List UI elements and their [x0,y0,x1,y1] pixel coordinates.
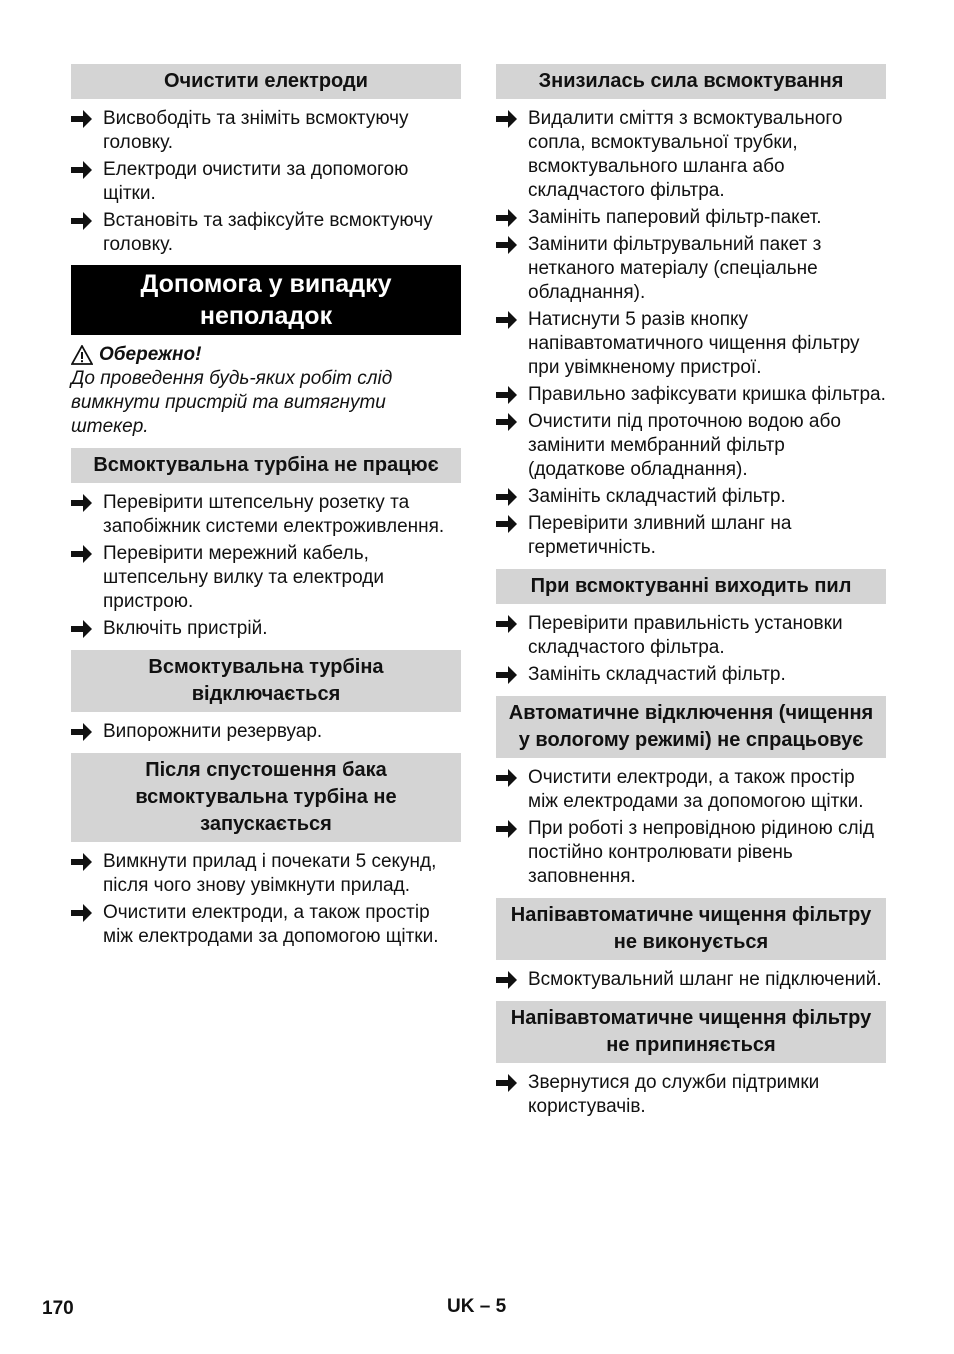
section-heading: При всмоктуванні виходить пил [496,569,886,604]
section-heading: Автоматичне відключення (чищення у вологому режимі) не спрацьовує [496,696,886,758]
arrow-right-icon [496,819,518,839]
chapter-title-line: Допомога у випадку [140,270,392,298]
list-item-text: Перевірити правильність установки складчастого фільтра. [528,613,843,658]
list-item [71,107,461,155]
list-item [496,512,886,560]
page-number: 170 [42,1298,74,1319]
list-item-text: Правильно зафіксувати кришка фільтра. [528,384,886,405]
bullet-list [496,968,886,992]
arrow-right-icon [496,208,518,228]
arrow-right-icon [71,544,93,564]
bullet-list [71,107,461,257]
arrow-right-icon [496,614,518,634]
list-item-text: Замініть складчастий фільтр. [528,486,786,507]
list-item [496,663,886,687]
arrow-right-icon [71,109,93,129]
list-item-text: Очистити під проточною водою або замінити мембранний фільтр (додаткове обладнання). [528,411,841,480]
chapter-title [71,265,461,335]
list-item-text: Вимкнути прилад і почекати 5 секунд, після чого знову увімкнути прилад. [103,851,437,896]
arrow-right-icon [496,109,518,129]
list-item [496,206,886,230]
list-item-text: Перевірити зливний шланг на герметичність. [528,513,792,558]
list-item-text: Звернутися до служби підтримки користувачів. [528,1072,820,1117]
section-heading: Напівавтоматичне чищення фільтру не виконується [496,898,886,960]
list-item [496,383,886,407]
list-item-text: Очистити електроди, а також простір між електродами за допомогою щітки. [103,902,439,947]
list-item-text: Перевірити штепсельну розетку та запобіжник системи електроживлення. [103,492,445,537]
list-item [496,612,886,660]
list-item-text: Електроди очистити за допомогою щітки. [103,159,409,204]
caution-heading [71,343,461,367]
bullet-list [496,612,886,687]
list-item [496,766,886,814]
list-item-text: Перевірити мережний кабель, штепсельну вилку та електроди пристрою. [103,543,384,612]
list-item [71,850,461,898]
list-item [496,968,886,992]
list-item [496,1071,886,1119]
arrow-right-icon [71,852,93,872]
section-heading: Напівавтоматичне чищення фільтру не припиняється [496,1001,886,1063]
list-item [496,233,886,305]
list-item-text: Натиснути 5 разів кнопку напівавтоматичного чищення фільтру при увімкненому пристрої. [528,309,860,378]
section-heading: Знизилась сила всмоктування [496,64,886,99]
arrow-right-icon [496,665,518,685]
list-item-text: Очистити електроди, а також простір між електродами за допомогою щітки. [528,767,864,812]
right-column [496,64,886,1122]
arrow-right-icon [496,235,518,255]
section-heading: Очистити електроди [71,64,461,99]
arrow-right-icon [496,385,518,405]
list-item-text: Включіть пристрій. [103,618,268,639]
warning-triangle-icon [71,345,93,365]
list-item [496,410,886,482]
list-item [496,308,886,380]
arrow-right-icon [71,211,93,231]
bullet-list [496,107,886,560]
section-heading: Всмоктувальна турбіна відключається [71,650,461,712]
arrow-right-icon [496,514,518,534]
list-item [71,720,461,744]
left-column [71,64,461,952]
caution-title: Обережно! [99,344,202,365]
arrow-right-icon [71,160,93,180]
list-item-text: Замініть паперовий фільтр-пакет. [528,207,822,228]
section-heading: Після спустошення бака всмоктувальна турбіна не запускається [71,753,461,842]
bullet-list [71,720,461,744]
caution-note [71,343,461,439]
list-item [71,158,461,206]
bullet-list [496,766,886,889]
arrow-right-icon [496,412,518,432]
bullet-list [71,850,461,949]
list-item [496,107,886,203]
list-item [71,617,461,641]
arrow-right-icon [496,1073,518,1093]
arrow-right-icon [71,619,93,639]
list-item [496,817,886,889]
list-item [71,491,461,539]
arrow-right-icon [71,903,93,923]
chapter-title-line: неполадок [199,302,333,330]
arrow-right-icon [496,487,518,507]
arrow-right-icon [496,970,518,990]
arrow-right-icon [496,310,518,330]
section-heading: Всмоктувальна турбіна не працює [71,448,461,483]
list-item [71,901,461,949]
list-item [71,542,461,614]
list-item-text: Видалити сміття з всмоктувального сопла, всмоктувальної трубки, всмоктувального шланга або складчастого фільтра. [528,108,843,201]
arrow-right-icon [496,768,518,788]
list-item-text: Висвободіть та зніміть всмоктуючу головку. [103,108,409,153]
arrow-right-icon [71,493,93,513]
list-item-text: При роботі з непровідною рідиною слід постійно контролювати рівень заповнення. [528,818,874,887]
list-item-text: Всмоктувальний шланг не підключений. [528,969,882,990]
list-item [71,209,461,257]
caution-text: До проведення будь-яких робіт слід вимкнути пристрій та витягнути штекер. [71,368,393,437]
list-item-text: Випорожнити резервуар. [103,721,323,742]
list-item-text: Замінити фільтрувальний пакет з нетканого матеріалу (спеціальне обладнання). [528,234,822,303]
bullet-list [496,1071,886,1119]
list-item-text: Встановіть та зафіксуйте всмоктуючу головку. [103,210,433,255]
section-page-label: UK – 5 [447,1296,507,1317]
list-item [496,485,886,509]
bullet-list [71,491,461,641]
list-item-text: Замініть складчастий фільтр. [528,664,786,685]
arrow-right-icon [71,722,93,742]
